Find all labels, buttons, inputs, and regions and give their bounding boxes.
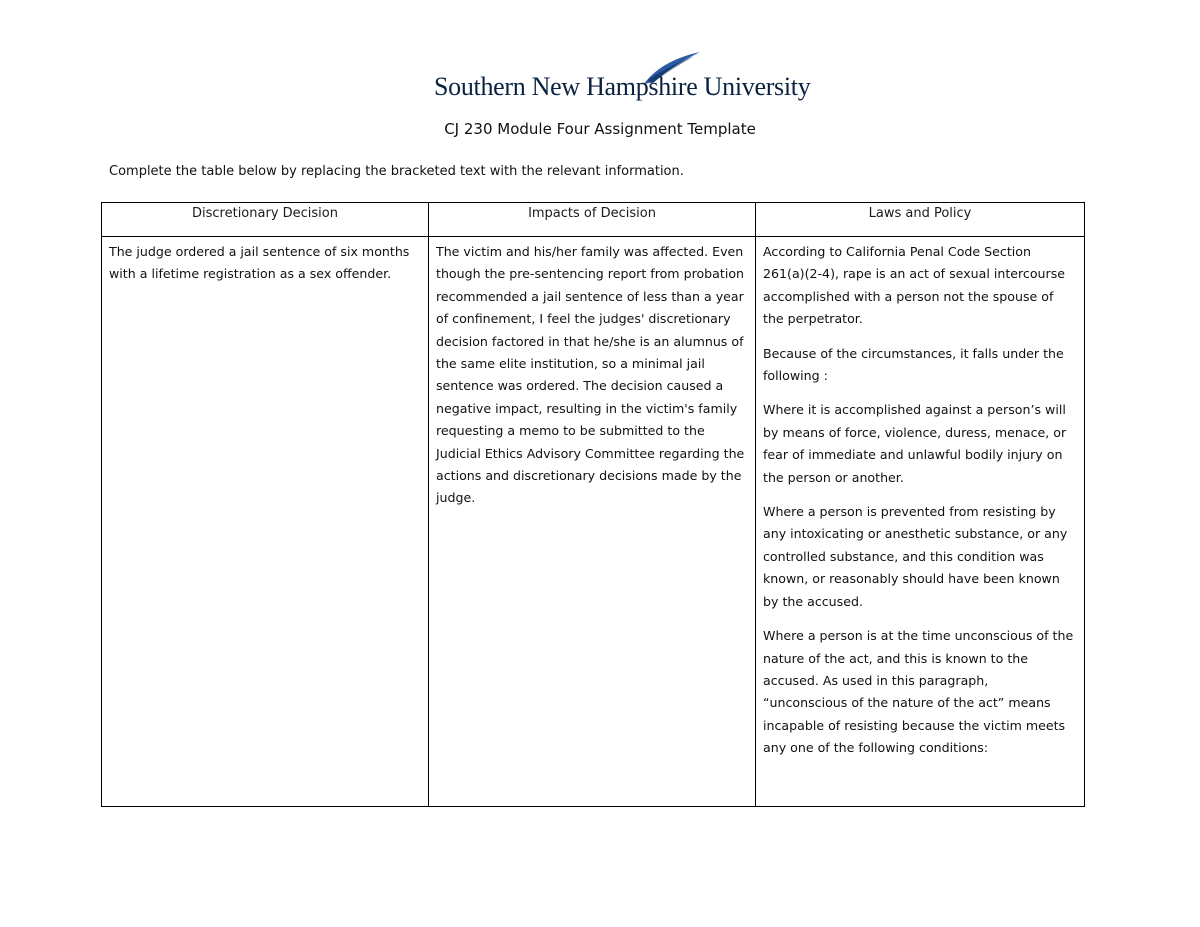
assignment-table xyxy=(101,202,1085,807)
laws-paragraph: Because of the circumstances, it falls under the following : xyxy=(763,345,1064,384)
column-header-impacts-of-decision: Impacts of Decision xyxy=(429,203,756,237)
laws-paragraph: Where a person is prevented from resisting by any intoxicating or anesthetic substance, or any controlled substance, and this condition was known, or reasonably should have been known by the accused. xyxy=(763,504,1068,609)
discretionary-decision-text: The judge ordered a jail sentence of six months with a lifetime registration as a sex offender. xyxy=(109,244,410,282)
column-header-discretionary-decision: Discretionary Decision xyxy=(102,203,429,237)
column-header-laws-and-policy: Laws and Policy xyxy=(756,203,1085,237)
laws-paragraph: Where it is accomplished against a person’s will by means of force, violence, duress, menace, or fear of immediate and unlawful bodily injury on the person or another. xyxy=(763,402,1067,485)
table-header-row xyxy=(102,203,1085,237)
university-logo xyxy=(434,50,811,106)
discretionary-decision-cell[interactable] xyxy=(102,237,429,807)
impacts-of-decision-text: The victim and his/her family was affected. Even though the pre-sentencing report from probation recommended a jail sentence of less than a year of confinement, I feel the judges' discretionary decision factored in that he/she is an alumnus of the same elite institution, so a minimal jail sentence was ordered. The decision caused a negative impact, resulting in the victim's family requesting a memo to be submitted to the Judicial Ethics Advisory Committee regarding the actions and discretionary decisions made by the judge. xyxy=(436,244,745,506)
university-name: Southern New Hampshire University xyxy=(434,72,811,101)
instructions-text: Complete the table below by replacing the bracketed text with the relevant information. xyxy=(109,164,684,179)
impacts-of-decision-cell[interactable] xyxy=(429,237,756,807)
table-row xyxy=(102,237,1085,807)
laws-paragraph: Where a person is at the time unconscious of the nature of the act, and this is known to the accused. As used in this paragraph, “unconscious of the nature of the act” means incapable of resisting because the victim meets any one of the following conditions: xyxy=(763,628,1074,756)
page-title: CJ 230 Module Four Assignment Template xyxy=(444,120,756,138)
laws-and-policy-cell[interactable] xyxy=(756,237,1085,807)
laws-paragraph: According to California Penal Code Section 261(a)(2-4), rape is an act of sexual intercourse accomplished with a person not the spouse of the perpetrator. xyxy=(763,244,1066,327)
